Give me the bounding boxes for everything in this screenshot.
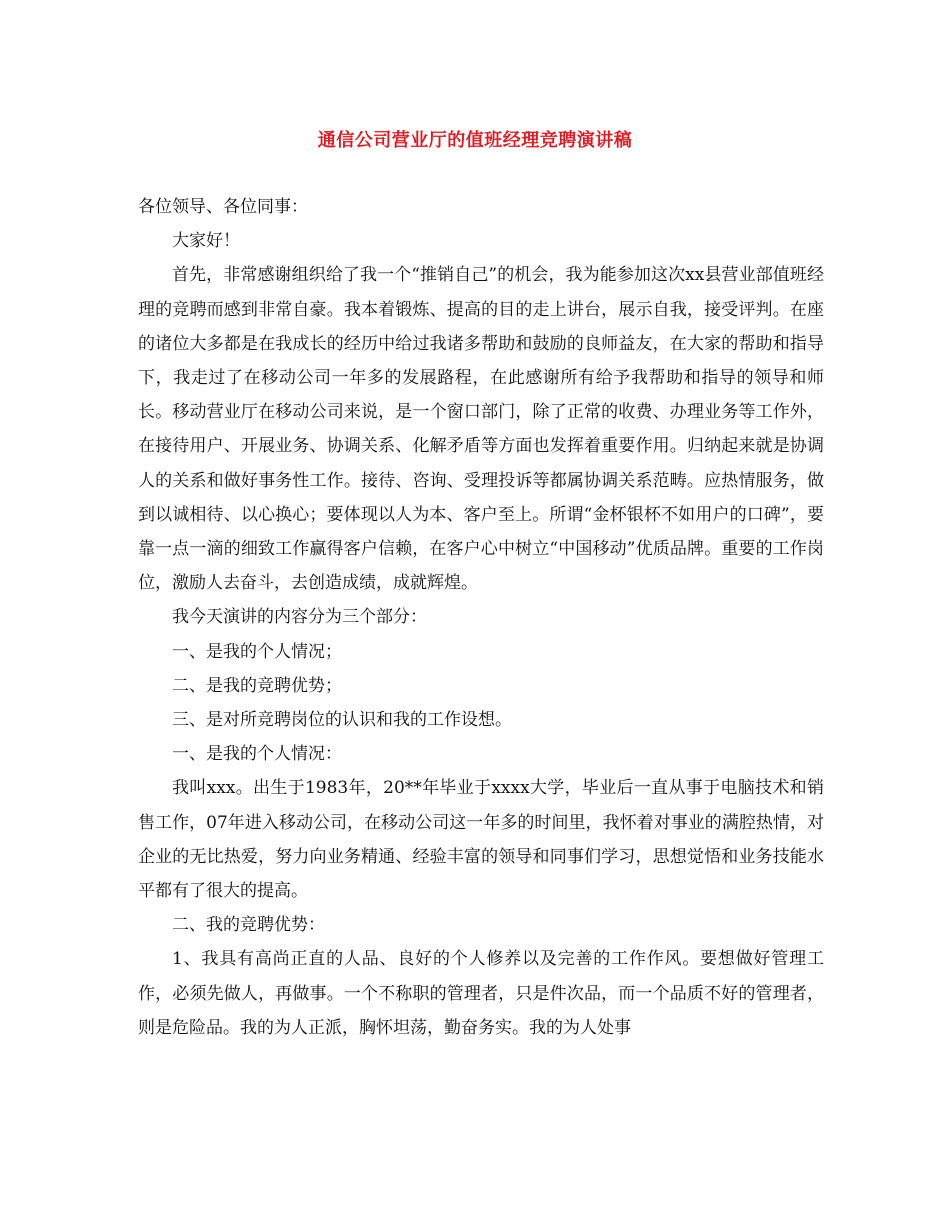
paragraph-personal: 我叫xxx。出生于1983年，20**年毕业于xxxx大学，毕业后一直从事于电脑技术和销售工作，07年进入移动公司，在移动公司这一年多的时间里，我怀着对事业的满腔热情，对企业的无比热爱，努力向业务精通、经验丰富的领导和同事们学习，思想觉悟和业务技能水平都有了很大的提高。	[138, 778, 824, 902]
section-heading-personal: 一、是我的个人情况：	[172, 744, 342, 765]
document-title: 通信公司营业厅的值班经理竞聘演讲稿	[317, 130, 633, 151]
greeting: 大家好！	[172, 231, 240, 252]
document-body	[138, 190, 824, 1045]
paragraph-outline: 我今天演讲的内容分为三个部分：	[172, 607, 427, 628]
paragraph-intro: 首先，非常感谢组织给了我一个“推销自己”的机会，我为能参加这次xx县营业部值班经理的竞聘而感到非常自豪。我本着锻炼、提高的目的走上讲台，展示自我，接受评判。在座的诸位大多都是在我成长的经历中给过我诸多帮助和鼓励的良师益友，在大家的帮助和指导下，我走过了在移动公司一年多的发展路程，在此感谢所有给予我帮助和指导的领导和师长。移动营业厅在移动公司来说，是一个窗口部门，除了正常的收费、办理业务等工作外，在接待用户、开展业务、协调关系、化解矛盾等方面也发挥着重要作用。归纳起来就是协调人的关系和做好事务性工作。接待、咨询、受理投诉等都属协调关系范畴。应热情服务，做到以诚相待、以心换心；要体现以人为本、客户至上。所谓“金杯银杯不如用户的口碑”，要靠一点一滴的细致工作赢得客户信赖，在客户心中树立“中国移动”优质品牌。重要的工作岗位，激励人去奋斗，去创造成绩，成就辉煌。	[138, 265, 824, 594]
outline-item-2: 二、是我的竞聘优势；	[172, 675, 342, 696]
section-heading-advantages: 二、我的竞聘优势：	[172, 915, 325, 936]
salutation: 各位领导、各位同事：	[138, 197, 308, 217]
outline-item-3: 三、是对所竞聘岗位的认识和我的工作设想。	[172, 710, 512, 731]
outline-item-1: 一、是我的个人情况；	[172, 641, 342, 662]
paragraph-advantage-1: 1、我具有高尚正直的人品、良好的个人修养以及完善的工作作风。要想做好管理工作，必须先做人，再做事。一个不称职的管理者，只是件次品，而一个品质不好的管理者，则是危险品。我的为人正派，胸怀坦荡，勤奋务实。我的为人处事	[138, 949, 824, 1038]
